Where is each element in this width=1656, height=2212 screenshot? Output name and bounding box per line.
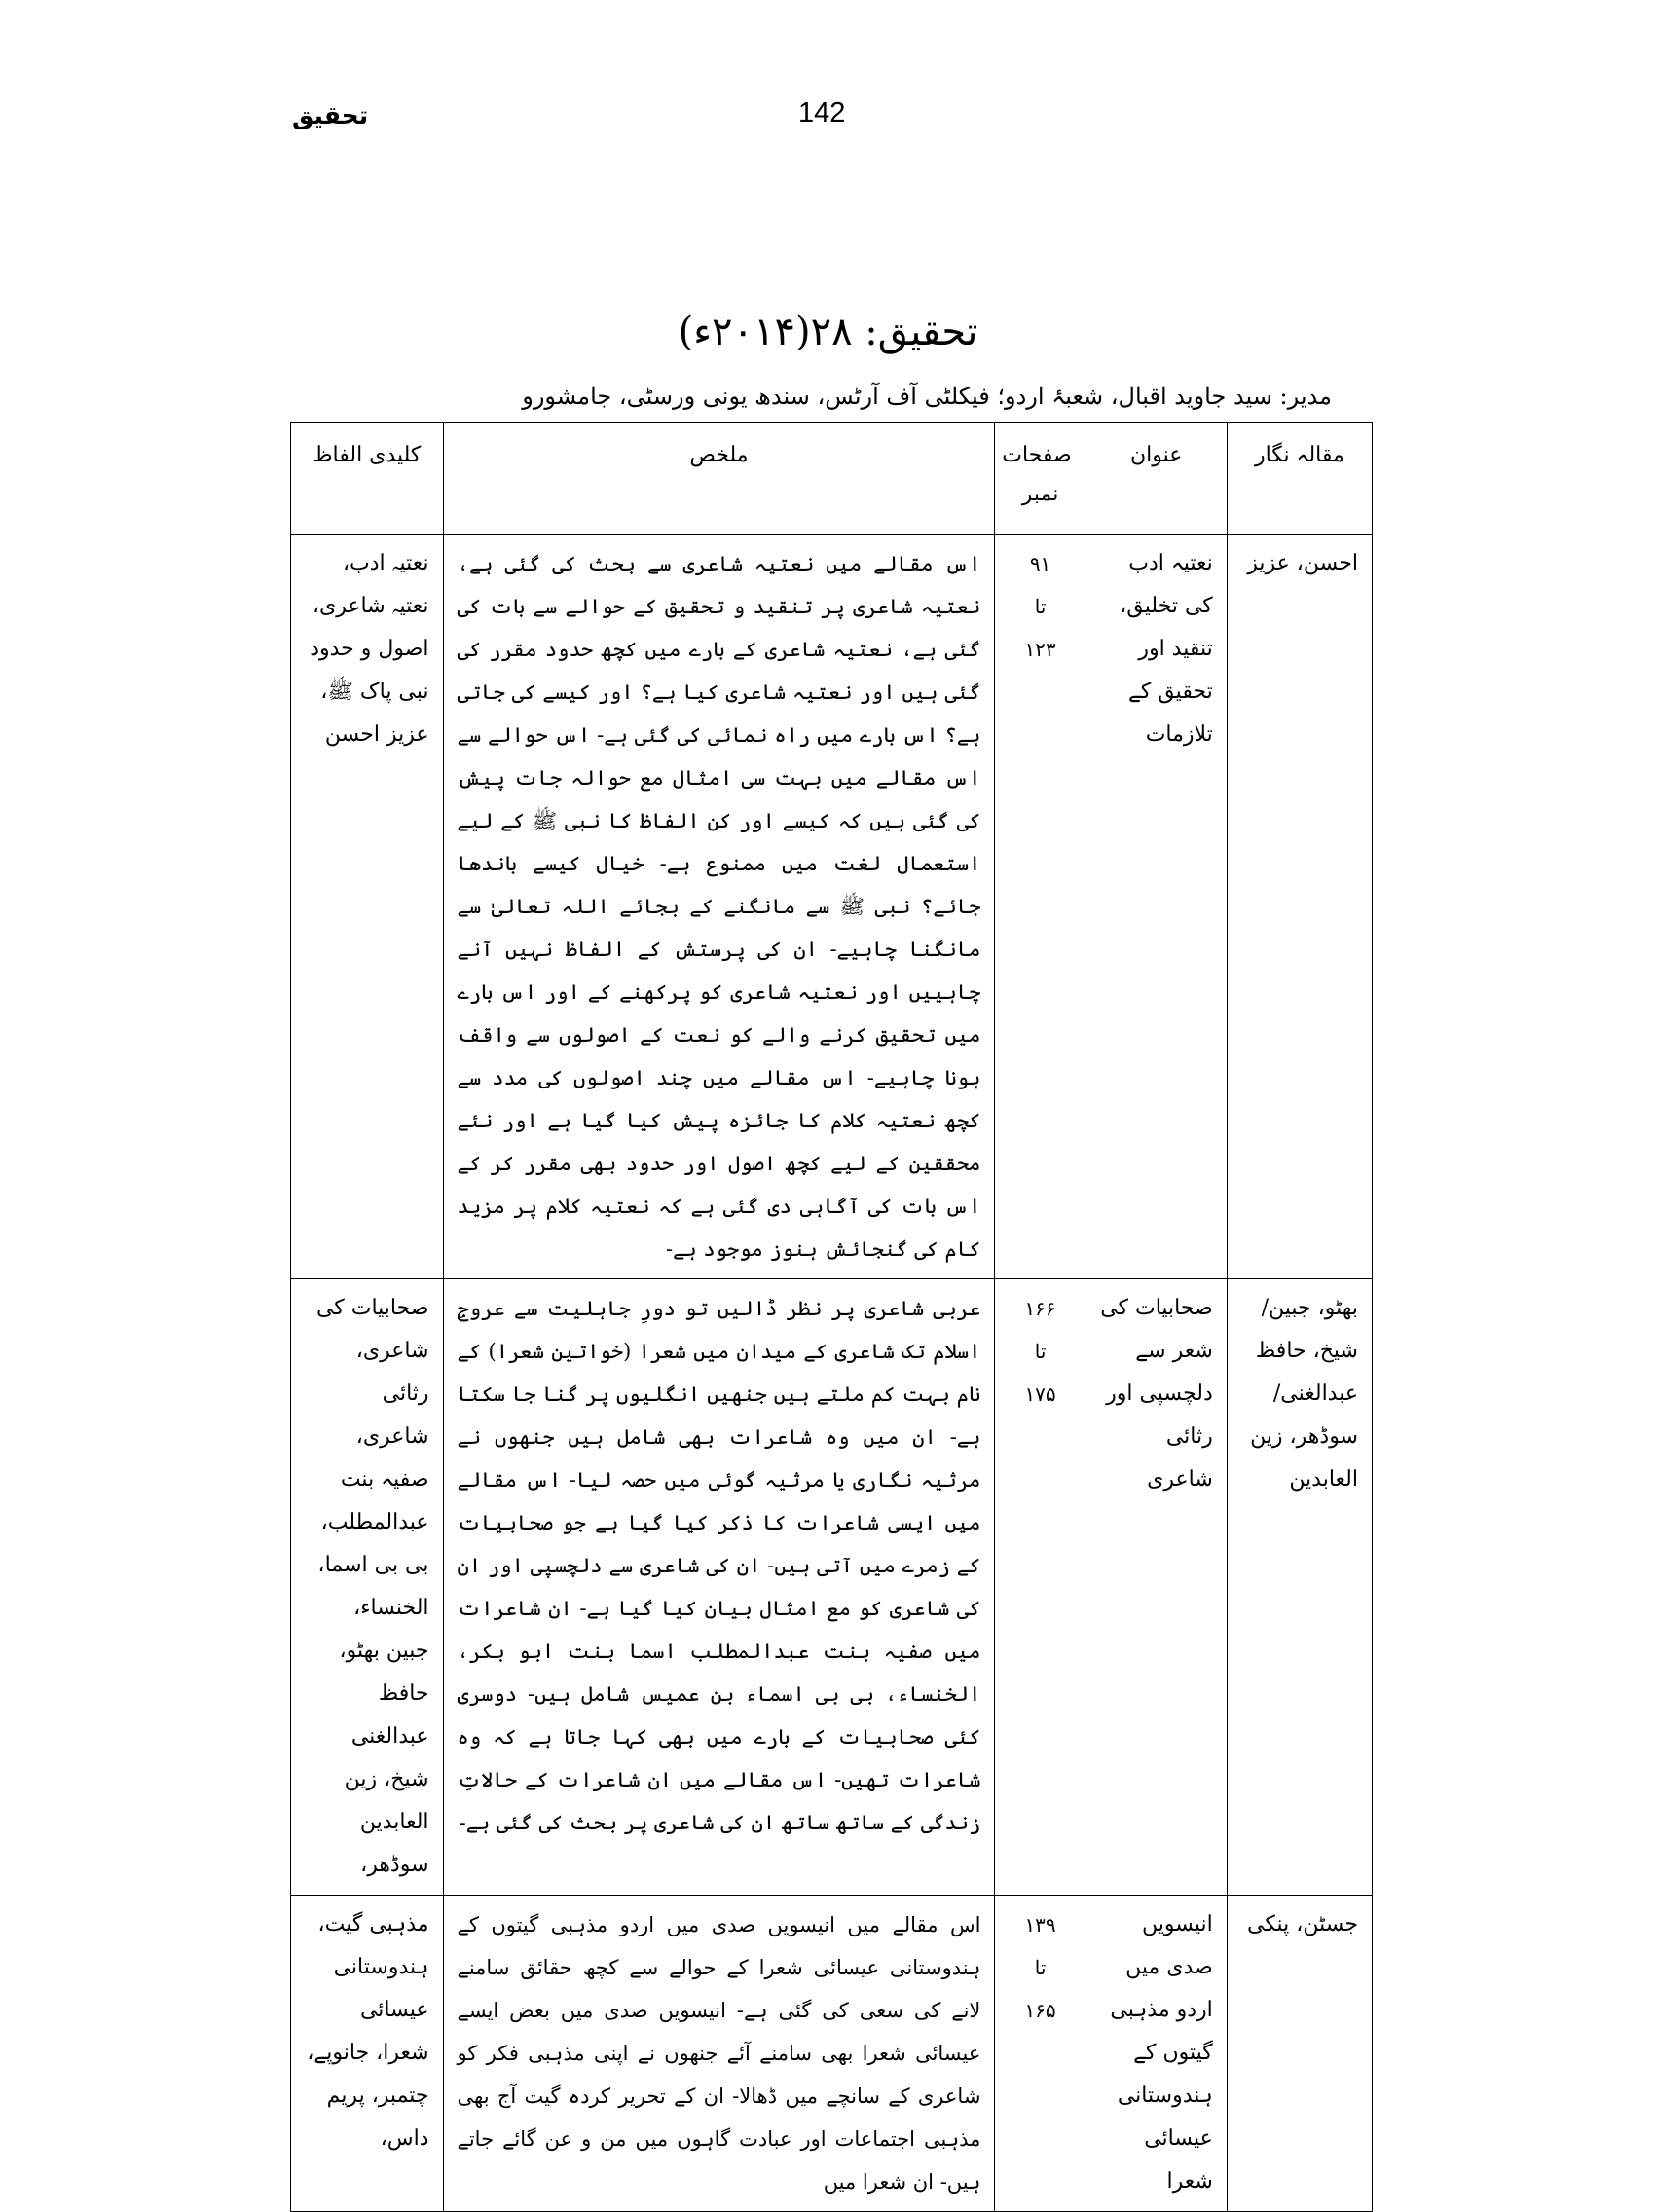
page-to: ۱۶۵ — [1024, 1999, 1056, 2022]
cell-keywords: صحابیات کی شاعری، رثائی شاعری، صفیہ بنت عبدالمطلب، بی بی اسما، الخنساء، جبین بھٹو، حافظ عبدالغنی شیخ، زین العابدین سوڈھر، — [291, 1279, 444, 1896]
page-to: ۱۲۳ — [1024, 638, 1056, 661]
journal-title: تحقیق: ۲۸(۲۰۱۴ء) — [678, 310, 978, 354]
cell-title: صحابیات کی شعر سے دلچسپی اور رثائی شاعری — [1086, 1279, 1227, 1896]
table-header-row — [291, 423, 1373, 535]
cell-pages — [995, 1896, 1086, 2212]
running-title: تحقيق — [292, 101, 369, 129]
page-to: ۱۷۵ — [1024, 1382, 1056, 1406]
table-row — [291, 1279, 1373, 1896]
page-to-word: تا — [1034, 1956, 1047, 1979]
header-title: عنوان — [1086, 423, 1227, 535]
cell-author: احسن، عزیز — [1227, 535, 1372, 1279]
page-to-word: تا — [1034, 595, 1047, 618]
cell-pages — [995, 1279, 1086, 1896]
header-summary: ملخص — [443, 423, 995, 535]
cell-summary: اس مقالے میں نعتیہ شاعری سے بحث کی گئی ہے، نعتیہ شاعری پر تنقید و تحقیق کے حوالے سے بات کی گئی ہے، نعتیہ شاعری کے بارے میں کچھ حدود مقرر کی گئی ہیں اور نعتیہ شاعری کیا ہے؟ اور کیسے کی جاتی ہے؟ اس بارے میں راہ نمائی کی گئی ہے- اس حوالے سے اس مقالے میں بہت سی امثال مع حوالہ جات پیش کی گئی ہیں کہ کیسے اور کن الفاظ کا نبی ﷺ کے لیے استعمال لغت میں ممنوع ہے- خیال کیسے باندھا جائے؟ نبی ﷺ سے مانگنے کے بجائے اللہ تعالیٰ سے مانگنا چاہیے- ان کی پرستش کے الفاظ نہیں آنے چاہییں اور نعتیہ شاعری کو پرکھنے کے اور اس بارے میں تحقیق کرنے والے کو نعت کے اصولوں سے واقف ہونا چاہیے- اس مقالے میں چند اصولوں کی مدد سے کچھ نعتیہ کلام کا جائزہ پیش کیا گیا ہے اور نئے محققین کے لیے کچھ اصول اور حدود بھی مقرر کر کے اس بات کی آگاہی دی گئی ہے کہ نعتیہ کلام پر مزید کام کی گنجائش ہنوز موجود ہے- — [443, 535, 995, 1279]
cell-keywords: مذہبی گیت، ہندوستانی عیسائی شعرا، جانوپے، چتمبر، پریم داس، — [291, 1896, 444, 2212]
cell-author: بھٹو، جبین/ شیخ، حافظ عبدالغنی/ سوڈھر، زین العابدین — [1227, 1279, 1372, 1896]
page-to-word: تا — [1034, 1340, 1047, 1363]
header-author: مقالہ نگار — [1227, 423, 1372, 535]
articles-table — [290, 422, 1373, 2212]
cell-keywords: نعتیہ ادب، نعتیہ شاعری، اصول و حدود نبی پاک ﷺ، عزیز احسن — [291, 535, 444, 1279]
page-from: ۱۳۹ — [1024, 1913, 1056, 1936]
page-from: ۹۱ — [1029, 552, 1051, 575]
cell-title: انیسویں صدی میں اردو مذہبی گیتوں کے ہندوستانی عیسائی شعرا — [1086, 1896, 1227, 2212]
cell-title: نعتیہ ادب کی تخلیق، تنقید اور تحقیق کے تلازمات — [1086, 535, 1227, 1279]
cell-author: جسٹن، پنکی — [1227, 1896, 1372, 2212]
cell-summary: اس مقالے میں انیسویں صدی میں اردو مذہبی گیتوں کے ہندوستانی عیسائی شعرا کے حوالے سے کچھ حقائق سامنے لانے کی سعی کی گئی ہے- انیسویں صدی میں بعض ایسے عیسائی شعرا بھی سامنے آئے جنھوں نے اپنی مذہبی فکر کو شاعری کے سانچے میں ڈھالا- ان کے تحریر کردہ گیت آج بھی مذہبی اجتماعات اور عبادت گاہوں میں من و عن گائے جاتے ہیں- ان شعرا میں — [443, 1896, 995, 2212]
cell-pages — [995, 535, 1086, 1279]
page-number: 142 — [798, 97, 846, 129]
header-pages: صفحات نمبر — [995, 423, 1086, 535]
header-keywords: کلیدی الفاظ — [291, 423, 444, 535]
editor-line: مدیر: سید جاوید اقبال، شعبۂ اردو؛ فیکلٹی آف آرٹس، سندھ یونی ورسٹی، جامشورو — [522, 383, 1332, 410]
page-from: ۱۶۶ — [1024, 1297, 1056, 1320]
table-row — [291, 1896, 1373, 2212]
table-row — [291, 535, 1373, 1279]
cell-summary: عربی شاعری پر نظر ڈالیں تو دورِ جاہلیت سے عروجِ اسلام تک شاعری کے میدان میں شعرا (خواتین شعرا) کے نام بہت کم ملتے ہیں جنھیں انگلیوں پر گنا جا سکتا ہے- ان میں وہ شاعرات بھی شامل ہیں جنھوں نے مرثیہ نگاری یا مرثیہ گوئی میں حصہ لیا- اس مقالے میں ایسی شاعرات کا ذکر کیا گیا ہے جو صحابیات کے زمرے میں آتی ہیں- ان کی شاعری سے دلچسپی اور ان کی شاعری کو مع امثال بیان کیا گیا ہے- ان شاعرات میں صفیہ بنت عبدالمطلب اسما بنت ابو بکر، الخنساء، بی بی اسماء بن عمیس شامل ہیں- دوسری کئی صحابیات کے بارے میں بھی کہا جاتا ہے کہ وہ شاعرات تھیں- اس مقالے میں ان شاعرات کے حالاتِ زندگی کے ساتھ ساتھ ان کی شاعری پر بحث کی گئی ہے- — [443, 1279, 995, 1896]
